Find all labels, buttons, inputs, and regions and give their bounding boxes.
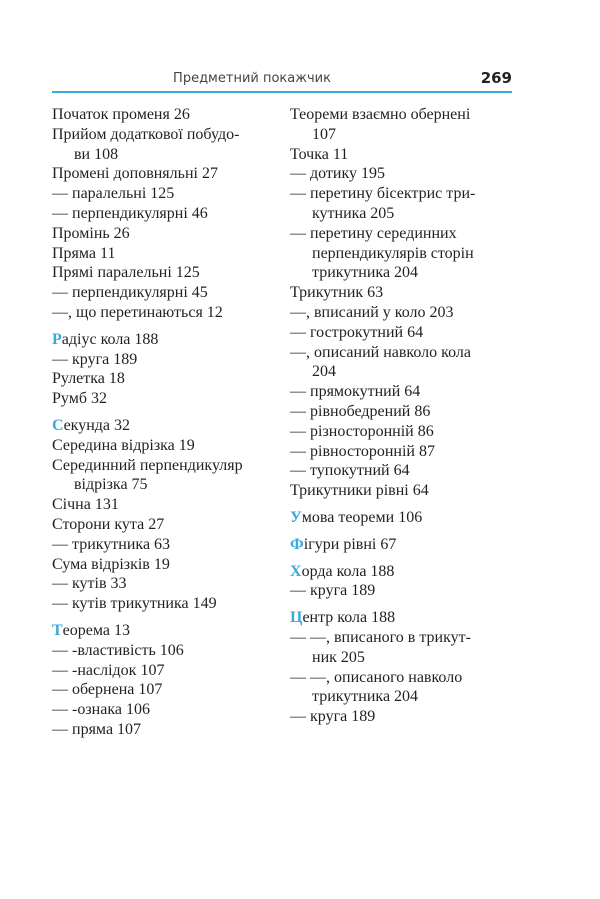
index-entry-text: екунда 32 [63, 416, 131, 434]
index-group [290, 535, 515, 555]
index-group [290, 105, 515, 501]
index-entry [52, 574, 277, 594]
index-entry-line: — рівносторонній 87 [290, 442, 435, 460]
index-entry [290, 562, 515, 582]
index-entry-line [290, 535, 515, 555]
index-entry [52, 125, 277, 165]
index-entry-line: Початок променя 26 [52, 106, 190, 123]
page-number: 269 [480, 69, 512, 87]
section-letter: Т [52, 621, 63, 639]
index-entry-line [290, 508, 515, 528]
index-entry-line: Точка 11 [290, 145, 349, 163]
index-entry-line: — -ознака 106 [52, 701, 150, 719]
index-entry-line: Пряма 11 [52, 244, 116, 262]
index-group [52, 105, 277, 323]
index-entry [290, 184, 515, 224]
index-entry [290, 164, 515, 184]
index-group [52, 416, 277, 614]
index-entry [52, 350, 277, 370]
index-entry [290, 608, 515, 628]
index-entry [52, 436, 277, 456]
index-entry [290, 461, 515, 481]
index-entry-line: — перетину серединних [290, 224, 457, 242]
index-entry-line: — —, вписаного в трикут- [290, 628, 471, 646]
index-entry [52, 416, 277, 436]
index-entry [290, 422, 515, 442]
index-entry-text: ігури рівні 67 [303, 535, 397, 553]
index-entry-text: орда кола 188 [301, 562, 395, 580]
index-entry-line: Трикутники рівні 64 [290, 482, 429, 500]
index-entry-continuation: 204 [312, 363, 336, 381]
index-entry [52, 244, 277, 264]
index-entry-line: — -властивість 106 [52, 641, 184, 659]
index-entry [290, 442, 515, 462]
index-entry [52, 515, 277, 535]
index-entry-text: ентр кола 188 [302, 609, 396, 627]
index-entry-line: — дотику 195 [290, 165, 386, 183]
index-entry [52, 720, 277, 740]
index-entry-line: Прямі паралельні 125 [52, 264, 200, 282]
index-entry [52, 303, 277, 323]
index-entry-continuation: ви 108 [74, 145, 119, 163]
index-entry [52, 700, 277, 720]
index-entry-line: — трикутника 63 [52, 535, 171, 553]
index-entry-line: — круга 189 [52, 350, 138, 368]
index-entry-continuation: ник 205 [312, 648, 365, 666]
index-entry-line: — паралельні 125 [52, 185, 175, 203]
index-entry-line: — різносторонній 86 [290, 422, 434, 440]
index-entry-line [290, 608, 515, 628]
index-group [52, 621, 277, 740]
index-entry [52, 621, 277, 641]
index-entry [52, 680, 277, 700]
index-entry-line: — кутів трикутника 149 [52, 595, 217, 613]
running-header [52, 68, 512, 92]
section-letter: Р [52, 330, 62, 348]
index-entry-text: адіус кола 188 [61, 330, 159, 348]
index-entry-line: — круга 189 [290, 708, 376, 726]
index-entry-line: — перпендикулярні 46 [52, 204, 208, 222]
index-entry [290, 402, 515, 422]
index-entry [52, 330, 277, 350]
index-entry [290, 343, 515, 383]
index-group [290, 562, 515, 602]
index-entry [52, 369, 277, 389]
index-entry-line: — перетину бісектрис три- [290, 185, 476, 203]
index-entry [52, 224, 277, 244]
index-entry-line: Серединний перпендикуляр [52, 456, 243, 474]
index-column-left [52, 105, 277, 747]
index-entry [290, 628, 515, 668]
section-letter: Ц [290, 609, 303, 627]
index-entry [52, 641, 277, 661]
index-entry [290, 303, 515, 323]
index-entry-line: — прямокутний 64 [290, 383, 421, 401]
index-entry-continuation: трикутника 204 [312, 264, 419, 282]
index-entry-continuation: трикутника 204 [312, 688, 419, 706]
index-group [52, 330, 277, 409]
index-entry-line: —, описаний навколо кола [290, 343, 471, 361]
index-entry-continuation: перпендикулярів сторін [312, 244, 474, 262]
index-entry-continuation: кутника 205 [312, 204, 395, 222]
index-entry-line: Рулетка 18 [52, 370, 125, 388]
index-entry [52, 389, 277, 409]
index-group [290, 608, 515, 727]
section-letter: Ф [290, 535, 304, 553]
index-entry-line: — перпендикулярні 45 [52, 284, 208, 302]
index-entry [52, 184, 277, 204]
index-entry-line: Румб 32 [52, 390, 107, 408]
index-entry [52, 495, 277, 515]
index-entry [290, 382, 515, 402]
index-entry-line: — круга 189 [290, 582, 376, 600]
index-entry-line: Трикутник 63 [290, 284, 384, 302]
index-entry [52, 456, 277, 496]
section-letter: Х [290, 562, 302, 580]
index-entry-line: — —, описаного навколо [290, 668, 463, 686]
index-entry [52, 283, 277, 303]
index-entry-line [290, 562, 515, 582]
index-entry [52, 594, 277, 614]
header-title: Предметний покажчик [173, 71, 331, 86]
index-entry-line: — гострокутний 64 [290, 323, 424, 341]
index-entry [290, 283, 515, 303]
index-entry [290, 535, 515, 555]
index-entry [290, 323, 515, 343]
index-entry-line: — обернена 107 [52, 681, 163, 699]
index-entry [290, 707, 515, 727]
index-entry [290, 145, 515, 165]
index-entry [52, 263, 277, 283]
index-entry-line: Січна 131 [52, 496, 119, 514]
index-entry-line: Сума відрізків 19 [52, 555, 170, 573]
index-entry-line: Промені доповняльні 27 [52, 165, 218, 183]
section-letter: У [290, 508, 302, 526]
index-entry-line [52, 416, 277, 436]
index-entry [52, 535, 277, 555]
index-entry-line: Теореми взаємно обернені [290, 106, 471, 123]
index-entry [52, 164, 277, 184]
index-entry-line: —, вписаний у коло 203 [290, 303, 454, 321]
index-entry-text: еорема 13 [62, 621, 130, 639]
index-entry-line: — рівнобедрений 86 [290, 402, 431, 420]
index-entry [290, 224, 515, 283]
index-entry [290, 581, 515, 601]
index-entry [290, 668, 515, 708]
index-entry-line: Промінь 26 [52, 224, 130, 242]
index-entry-line: — кутів 33 [52, 575, 127, 593]
index-entry-line: — пряма 107 [52, 720, 142, 738]
index-entry [52, 555, 277, 575]
index-column-right [290, 105, 515, 734]
index-entry-continuation: 107 [312, 125, 336, 143]
index-entry-line: —, що перетинаються 12 [52, 303, 223, 321]
index-entry-line: Прийом додаткової побудо- [52, 125, 240, 143]
index-entry [290, 481, 515, 501]
index-entry-line [52, 621, 277, 641]
index-entry-line: — -наслідок 107 [52, 661, 165, 679]
index-entry [290, 508, 515, 528]
index-entry-line [52, 330, 277, 350]
index-entry-line: Середина відрізка 19 [52, 436, 195, 454]
section-letter: С [52, 416, 64, 434]
index-entry [52, 204, 277, 224]
index-group [290, 508, 515, 528]
index-entry-continuation: відрізка 75 [74, 476, 148, 494]
index-entry [52, 661, 277, 681]
index-entry-text: мова теореми 106 [301, 508, 423, 526]
index-entry [52, 105, 277, 125]
index-entry-line: — тупокутний 64 [290, 462, 410, 480]
index-entry-line: Сторони кута 27 [52, 515, 165, 533]
header-rule [52, 91, 512, 93]
index-entry [290, 105, 515, 145]
